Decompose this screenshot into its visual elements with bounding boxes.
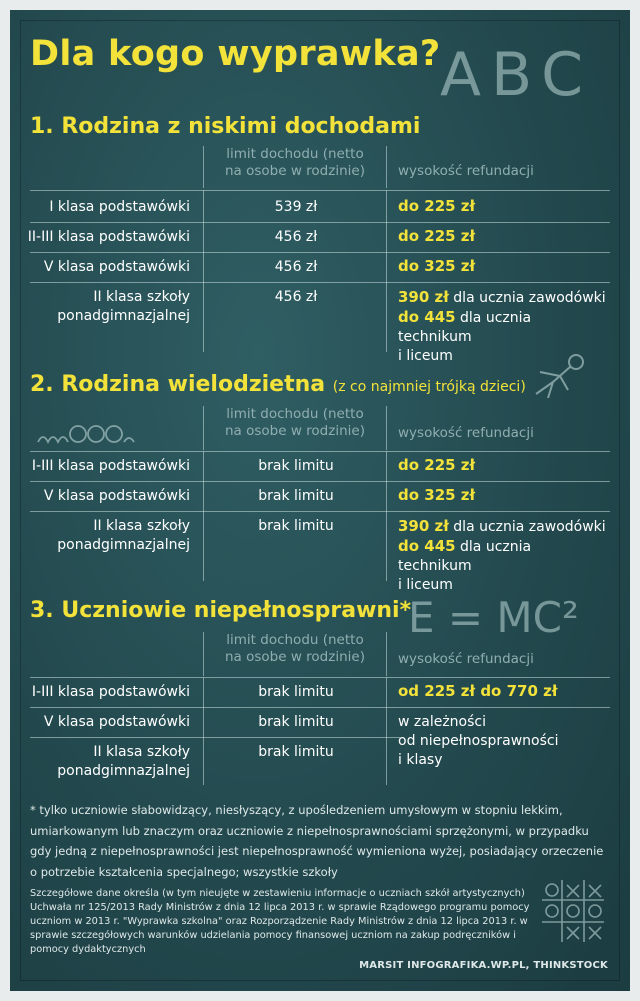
page-title: Dla kogo wyprawka? [30,34,441,74]
row-limit: brak limitu [258,684,334,700]
row-label: II klasa szkoły ponadgimnazjalnej [57,744,190,779]
row-limit: 456 zł [274,229,318,245]
header-limit: limit dochodu (netto na osobe w rodzinie) [225,632,365,665]
source-details: Szczegółowe dane określa (w tym nieujęte w zestawieniu informacje o uczniach szkół artystycznych) Uchwała nr 125/2013 Rady Ministrów z dnia 12 lipca 2013 r. w sprawie Rządowego programu pomocy uczniom w 2013 r. "Wyprawka szkolna" oraz Rozporządzenie Rady Ministrów z dnia 12 lipca 2013 r. w sprawie szczegółowych warunków udzielania pomocy finansowej uczniom na zakup podręczników i pomocy dydaktycznych [30,888,530,955]
row-limit: 539 zł [274,199,318,215]
header-refund: wysokość refundacji [398,651,534,667]
section-2-title: 2. Rodzina wielodzietna (z co najmniej trójką dzieci) [30,372,526,397]
abc-doodle: ABC [440,40,594,110]
header-limit: limit dochodu (netto na osobe w rodzinie) [225,406,365,439]
row-label: V klasa podstawówki [43,714,190,730]
tic-tac-toe-icon [538,876,608,946]
header-limit: limit dochodu (netto na osobe w rodzinie) [225,146,365,179]
row-limit: brak limitu [258,488,334,504]
row-label: I-III klasa podstawówki [31,458,190,474]
row-refund: do 325 zł [398,486,476,504]
header-refund: wysokość refundacji [398,425,534,441]
row-limit: brak limitu [258,744,334,760]
row-refund: od 225 zł do 770 zł [398,682,558,700]
row-label: II klasa szkoły ponadgimnazjalnej [57,518,190,553]
row-refund: 390 zł dla ucznia zawodówki do 445 dla ucznia technikum i liceum [398,288,606,364]
row-refund: do 325 zł [398,257,476,275]
credit: MARSIT INFOGRAFIKA.WP.PL, THINKSTOCK [359,960,608,971]
refund-note: w zależności od niepełnosprawności i klasy [398,714,559,768]
row-limit: 456 zł [274,259,318,275]
row-label: I klasa podstawówki [49,199,190,215]
row-refund: do 225 zł [398,227,476,245]
section-1-title: 1. Rodzina z niskimi dochodami [30,114,421,139]
row-limit: brak limitu [258,458,334,474]
row-label: II-III klasa podstawówki [27,229,190,245]
emc2-doodle [408,580,608,640]
row-refund: 390 zł dla ucznia zawodówki do 445 dla ucznia technikum i liceum [398,517,606,593]
row-refund: do 225 zł [398,456,476,474]
row-label: I-III klasa podstawówki [31,684,190,700]
row-label: V klasa podstawówki [43,488,190,504]
row-limit: brak limitu [258,518,334,534]
section-3-title: 3. Uczniowie niepełnosprawni* [30,598,412,623]
row-label: II klasa szkoły ponadgimnazjalnej [57,289,190,324]
row-refund: do 225 zł [398,197,476,215]
stick-figure-icon [528,352,598,402]
footnote: * tylko uczniowie słabowidzący, niesłyszący, z upośledzeniem umysłowym w stopniu lekkim, umiarkowanym lub znaczym oraz uczniowie z niepełnosprawnościami sprzężonymi, w przypadku gdy jedną z niepełnosprawności jest niepełnosprawność wymieniona wyżej, posiadający orzeczenie o potrzebie kształcenia specjalnego; wszystkie szkoły [30,803,604,879]
row-limit: 456 zł [274,289,318,305]
caterpillar-icon [36,420,136,448]
row-label: V klasa podstawówki [43,259,190,275]
svg-text:E = MC²: E = MC² [408,593,579,640]
header-refund: wysokość refundacji [398,163,534,179]
row-limit: brak limitu [258,714,334,730]
